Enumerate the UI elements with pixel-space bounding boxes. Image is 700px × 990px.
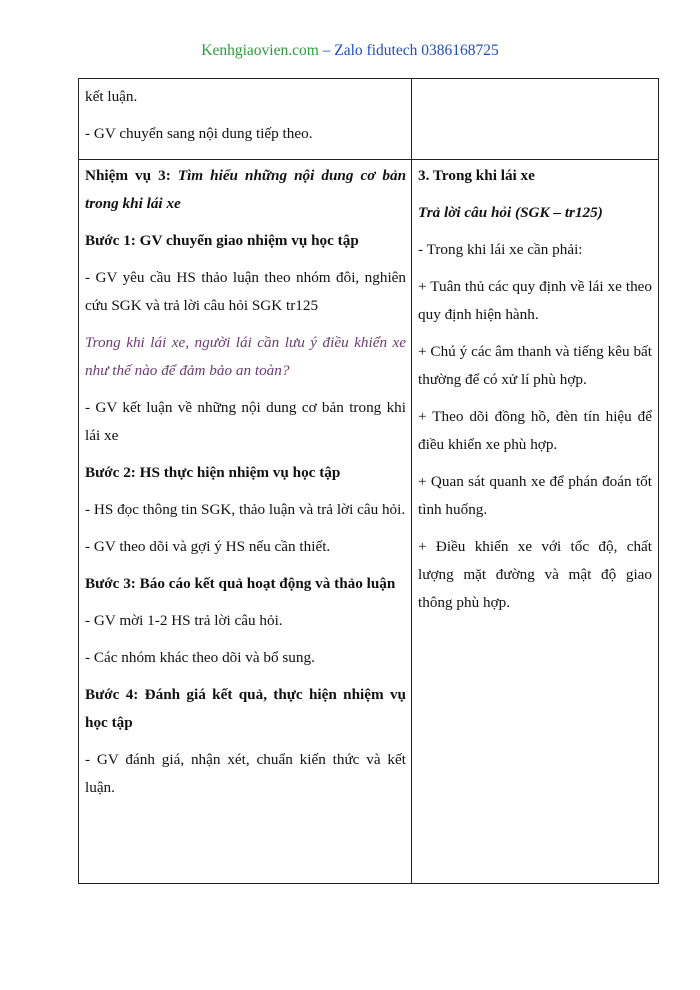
page-header: [0, 42, 700, 60]
question-text: Trong khi lái xe, người lái cần lưu ý điều khiển xe như thế nào để đảm bảo an toàn?: [85, 334, 406, 379]
paragraph: - HS đọc thông tin SGK, thảo luận và trả lời câu hỏi.: [85, 501, 406, 518]
list-item: + Chú ý các âm thanh và tiếng kêu bất thường để có xử lí phù hợp.: [418, 343, 652, 388]
lesson-table: [78, 78, 659, 884]
section-subheading: Trả lời câu hỏi (SGK – tr125): [418, 204, 603, 221]
list-item: + Điều khiển xe với tốc độ, chất lượng mặt đường và mật độ giao thông phù hợp.: [418, 538, 652, 611]
paragraph: - GV mời 1-2 HS trả lời câu hỏi.: [85, 612, 283, 629]
task-title: Tìm hiểu những nội dung cơ bản trong khi lái xe: [85, 167, 407, 212]
paragraph: - GV đánh giá, nhận xét, chuẩn kiến thức và kết luận.: [85, 751, 406, 796]
paragraph: - GV yêu cầu HS thảo luận theo nhóm đôi, nghiên cứu SGK và trả lời câu hỏi SGK tr125: [85, 269, 406, 314]
paragraph: - GV theo dõi và gợi ý HS nếu cần thiết.: [85, 538, 331, 555]
task-label: Nhiệm vụ 3:: [85, 167, 171, 184]
content-cell: [412, 79, 659, 160]
step-title: Bước 2: HS thực hiện nhiệm vụ học tập: [85, 464, 341, 481]
step-title: Bước 4: Đánh giá kết quả, thực hiện nhiệm vụ học tập: [85, 686, 406, 731]
paragraph: - GV kết luận về những nội dung cơ bản trong khi lái xe: [85, 399, 406, 444]
table-row: [79, 79, 659, 160]
contact-info: Zalo fidutech 0386168725: [334, 42, 499, 59]
section-heading: 3. Trong khi lái xe: [418, 167, 535, 184]
paragraph: - Trong khi lái xe cần phải:: [418, 241, 583, 258]
step-title: Bước 1: GV chuyển giao nhiệm vụ học tập: [85, 232, 359, 249]
task-heading: [85, 162, 406, 218]
table-row: [79, 160, 659, 884]
paragraph: - Các nhóm khác theo dõi và bổ sung.: [85, 649, 315, 666]
list-item: + Quan sát quanh xe để phán đoán tốt tình huống.: [418, 473, 652, 518]
activity-cell: [79, 160, 412, 884]
step-title: Bước 3: Báo cáo kết quả hoạt động và thảo luận: [85, 575, 396, 592]
text-line: kết luận.: [85, 88, 138, 105]
site-name: Kenhgiaovien.com: [201, 42, 319, 59]
activity-cell: [79, 79, 412, 160]
text-line: - GV chuyển sang nội dung tiếp theo.: [85, 125, 313, 142]
list-item: + Theo dõi đồng hồ, đèn tín hiệu để điều khiển xe phù hợp.: [418, 408, 652, 453]
header-separator: –: [318, 42, 335, 59]
content-cell: [412, 160, 659, 884]
list-item: + Tuân thủ các quy định về lái xe theo quy định hiện hành.: [418, 278, 652, 323]
